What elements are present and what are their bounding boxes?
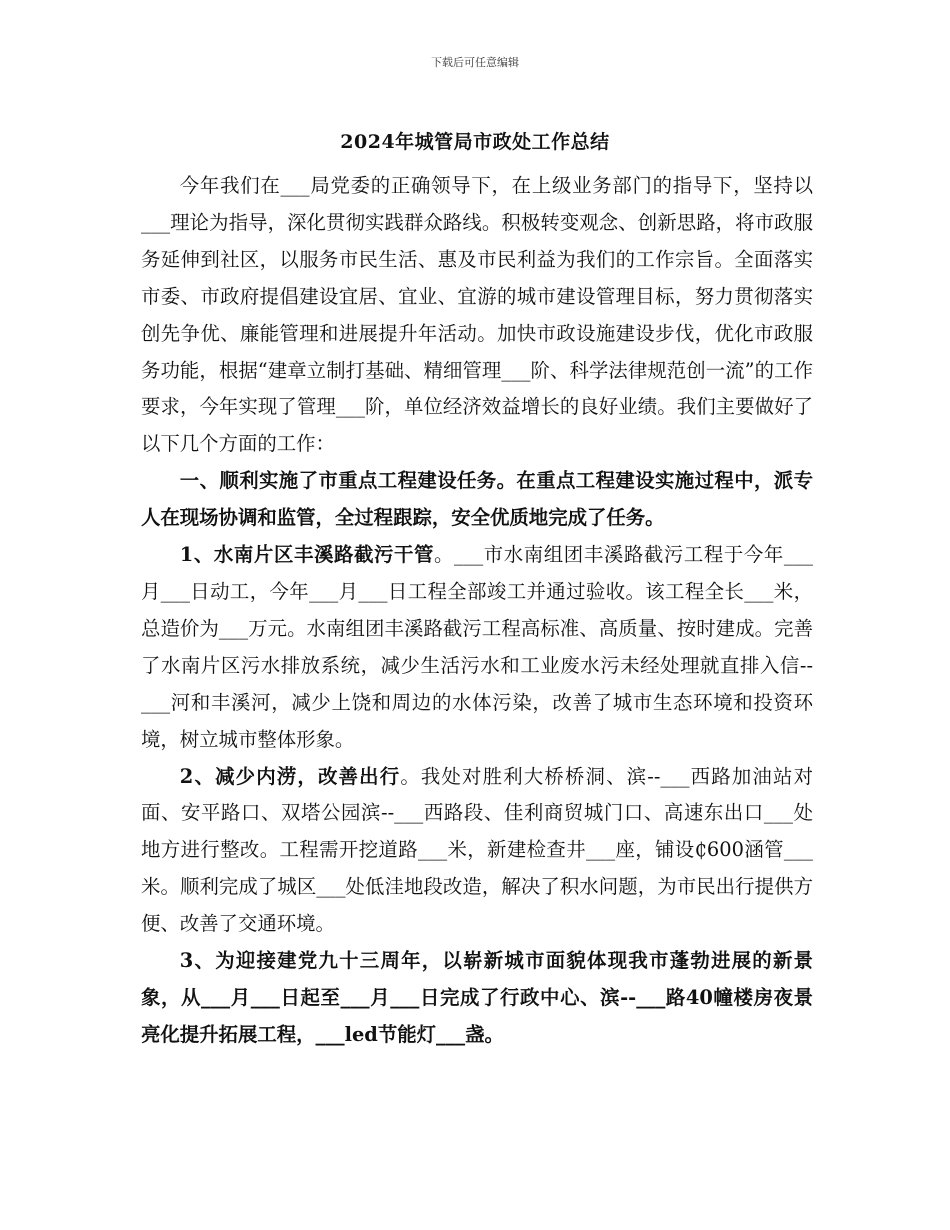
item-1-lead: 1、水南片区丰溪路截污干管 — [179, 543, 435, 567]
paragraph-intro: 今年我们在___局党委的正确领导下，在上级业务部门的指导下，坚持以___理论为指导，深化贯彻实践群众路线。积极转变观念、创新思路，将市政服务延伸到社区，以服务市民生活、惠及市民利益为我们的工作宗旨。全面落实市委、市政府提倡建设宜居、宜业、宜游的城市建设管理目标，努力贯彻落实创先争优、廉能管理和进展提升年活动。加快市政设施建设步伐，优化市政服务功能，根据“建章立制打基础、精细管理___阶、科学法律规范创一流”的工作要求，今年实现了管理___阶，单位经济效益增长的良好业绩。我们主要做好了以下几个方面的工作： — [141, 174, 813, 456]
paragraph-item-2 — [141, 759, 813, 944]
paragraph-item-3: 3、为迎接建党九十三周年，以崭新城市面貌体现我市蓬勃进展的新景象，从___月___日起至___月___日完成了行政中心、滨--___路40幢楼房夜景亮化提升拓展工程，___led节能灯___盏。 — [141, 949, 813, 1046]
document-body — [141, 168, 813, 1054]
item-1-body: 。___市水南组团丰溪路截污工程于今年___月___日动工，今年___月___日工程全部竣工并通过验收。该工程全长___米，总造价为___万元。水南组团丰溪路截污工程高标准、高质量、按时建成。完善了水南片区污水排放系统，减少生活污水和工业废水污未经处理就直排入信--___河和丰溪河，减少上饶和周边的水体污染，改善了城市生态环境和投资环境，树立城市整体形象。 — [141, 543, 814, 751]
item-2-body: 。我处对胜利大桥桥洞、滨--___西路加油站对面、安平路口、双塔公园滨--___西路段、佳利商贸城门口、高速东出口___处地方进行整改。工程需开挖道路___米，新建检查井___座，铺设₵600涵管___米。顺利完成了城区___处低洼地段改造，解决了积水问题，为市民出行提供方便、改善了交通环境。 — [141, 764, 813, 936]
paragraph-item-1 — [141, 537, 813, 758]
paragraph-section-1-heading: 一、顺利实施了市重点工程建设任务。在重点工程建设实施过程中，派专人在现场协调和监管，全过程跟踪，安全优质地完成了任务。 — [141, 469, 813, 530]
item-2-lead: 2、减少内涝，改善出行 — [179, 764, 401, 788]
document-title: 2024年城管局市政处工作总结 — [340, 131, 610, 153]
header-note: 下载后可任意编辑 — [431, 56, 519, 69]
